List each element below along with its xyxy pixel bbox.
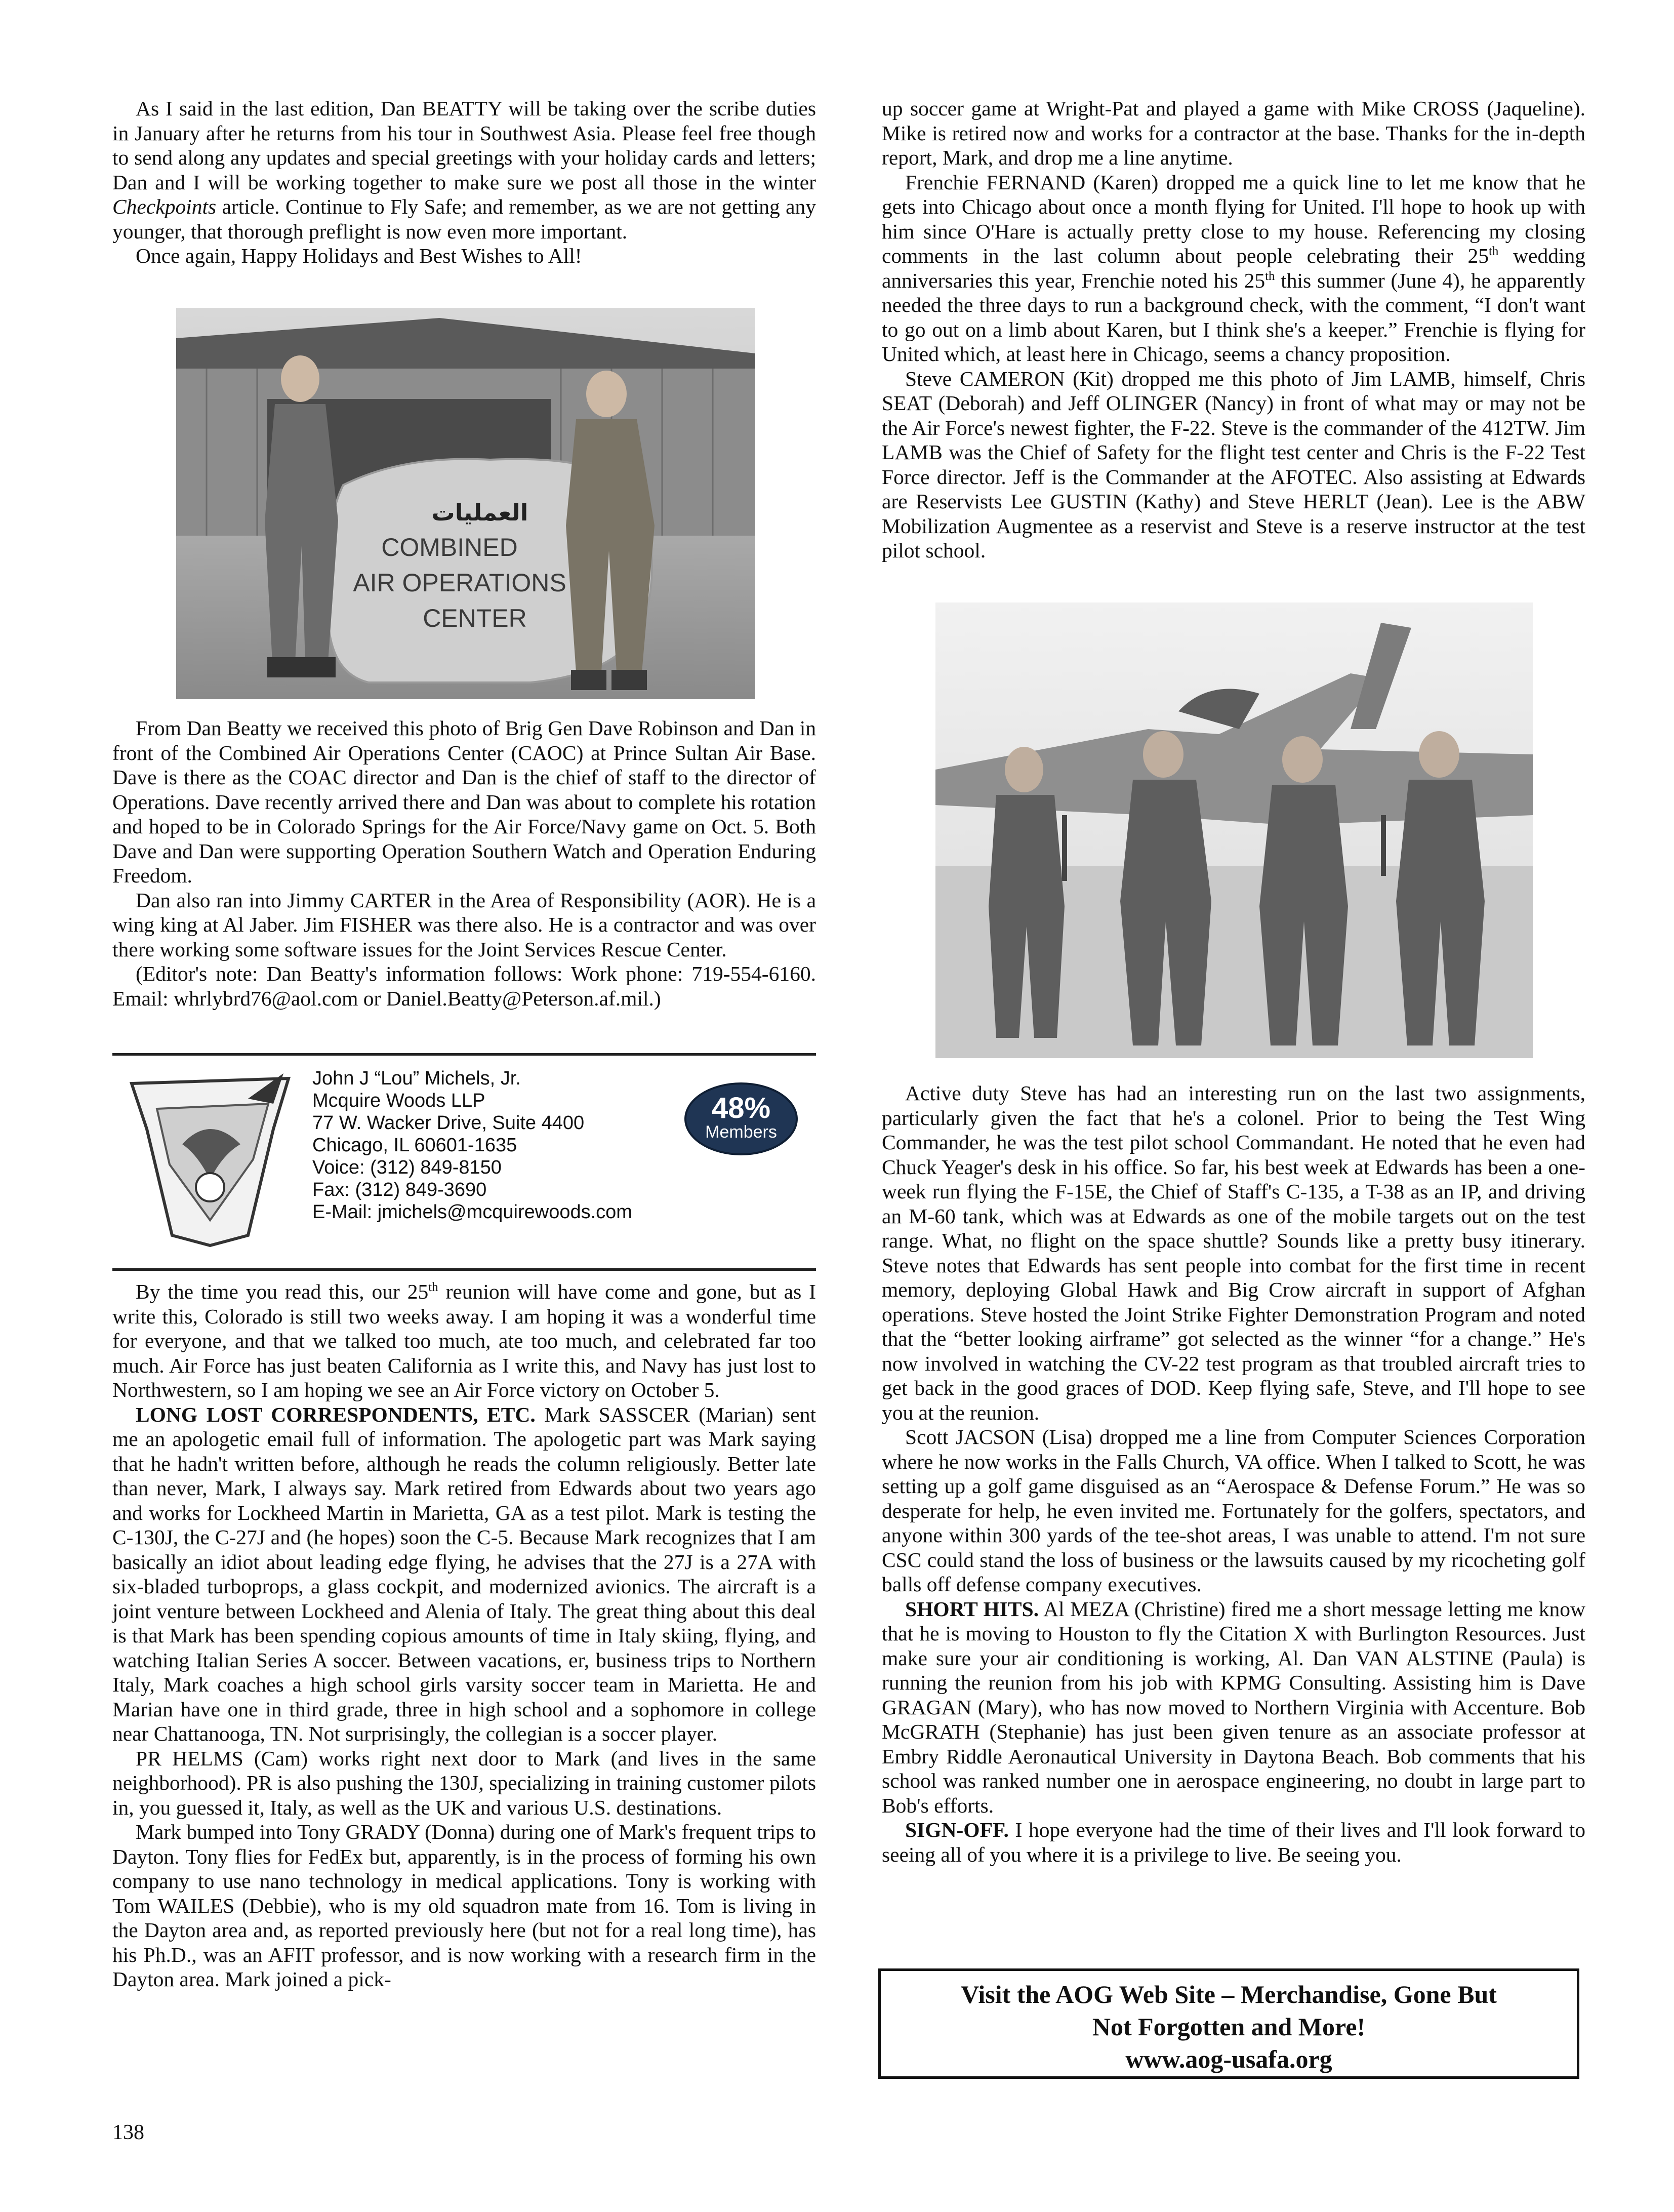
paragraph-beatty-photo: From Dan Beatty we received this photo of Brig Gen Dave Robinson and Dan in front of the Combined Air Operations Center (CAOC) at Prince Sultan Air Base. Dave is there as the COAC director and Dan is the chief of staff to the director of Operations. Dave recently arrived there and Dan was about to complete his rotation and hoped to be in Colorado Springs for the Air Force/Navy game on Oct. 5. Both Dave and Dan were supporting Operation Southern Watch and Operation Enduring Freedom.: [112, 716, 816, 887]
paragraph-sign-off: SIGN-OFF. I hope everyone had the time of their lives and I'll look forward to seeing all of you where it is a privilege to live. Be seeing you.: [882, 1818, 1585, 1866]
contact-fax: Fax: (312) 849-3690: [312, 1179, 487, 1200]
contact-name: John J “Lou” Michels, Jr.: [312, 1068, 521, 1089]
left-column-bottom: [112, 1279, 816, 1992]
f22-group-photo: [935, 602, 1533, 1058]
paragraph-cameron: Steve CAMERON (Kit) dropped me this photo of Jim LAMB, himself, Chris SEAT (Deborah) and Jeff OLINGER (Nancy) in front of what may or may not be the Air Force's newest fighter, the F-22. Steve is the commander of the 412TW. Jim LAMB was the Chief of Safety for the flight test center and Chris is the F-22 Test Force director. Jeff is the Commander at the AFOTEC. Also assisting at Edwards are Reservists Lee GUSTIN (Kathy) and Steve HERLT (Jean). Lee is the ABW Mobilization Augmentee as a reservist and Steve is a reserve instructor at the test pilot school.: [882, 367, 1585, 562]
section-heading-short-hits: SHORT HITS.: [905, 1597, 1039, 1621]
aog-box-line-2: Not Forgotten and More!: [1092, 2013, 1366, 2041]
aog-web-link[interactable]: www.aog-usafa.org: [1125, 2045, 1332, 2073]
paragraph-intro: As I said in the last edition, Dan BEATTY will be taking over the scribe duties in January after he returns from his tour in Southwest Asia. Please feel free though to send along any updates and special greetings with your holiday cards and letters; Dan and I will be working together to make sure we post all those in the winter Checkpoints article. Continue to Fly Safe; and remember, as we are not getting any younger, that thorough preflight is now even more important.: [112, 97, 816, 243]
f22-photo-illustration: [935, 602, 1533, 1058]
caoc-photo-illustration: [176, 308, 755, 699]
paragraph-fernand: Frenchie FERNAND (Karen) dropped me a quick line to let me know that he gets into Chicago about once a month flying for United. I'll hope to hook up with him since O'Hare is actually pretty close to my house. Referencing my closing comments in the last column about people celebrating their 25th wedding anniversaries this year, Frenchie noted his 25th this summer (June 4), he apparently needed the three days to run a background check, with the comment, “I don't want to go out on a limb about Karen, but I think she's a keeper.” Frenchie is flying for United which, at least here in Chicago, seems a chancy proposition.: [882, 170, 1585, 366]
class-crest-icon: [121, 1068, 299, 1251]
sign-line-2: AIR OPERATIONS: [353, 569, 566, 597]
page-number: 138: [112, 2121, 144, 2144]
paragraph-long-lost: LONG LOST CORRESPONDENTS, ETC. Mark SASSCER (Marian) sent me an apologetic email full of information. The apologetic part was Mark saying that he hadn't written before, although he reads the column religiously. Better late than never, Mark, I always say. Mark retired from Edwards about two years ago and works for Lockheed Martin in Marietta, GA as a test pilot. Mark is testing the C-130J, the C-27J and (he hopes) soon the C-5. Because Mark recognizes that I am basically an idiot about leading edge flying, he advises that the 27J is a 27A with six-bladed turboprops, a glass cockpit, and modernized avionics. The aircraft is a joint venture between Lockheed and Alenia of Italy. The great thing about this deal is that Mark has been spending copious amounts of time in Italy skiing, flying, and watching Italian Series A soccer. Between vacations, er, business trips to Northern Italy, Mark coaches a high school girls varsity soccer team in Marietta. He and Marian have one in third grade, three in high school and a sophomore in college near Chattanooga, TN. Not surprisingly, the collegian is a soccer player.: [112, 1402, 816, 1745]
paragraph-helms: PR HELMS (Cam) works right next door to Mark (and lives in the same neighborhood). PR is also pushing the 130J, specializing in training customer pilots in, you guessed it, Italy, as well as the UK and various U.S. destinations.: [112, 1746, 816, 1819]
aog-box-line-1: Visit the AOG Web Site – Merchandise, Gone But: [961, 1980, 1497, 2008]
contact-email[interactable]: E-Mail: jmichels@mcquirewoods.com: [312, 1201, 632, 1223]
sign-arabic-text: العمليات: [431, 499, 528, 526]
sign-line-1: COMBINED: [381, 533, 518, 561]
paragraph-reunion: By the time you read this, our 25th reunion will have come and gone, but as I write this, Colorado is still two weeks away. I am hoping it was a wonderful time for everyone, and that we talked too much, ate too much, and celebrated far too much. Air Force has just beaten California as I write this, and Navy has just lost to Northwestern, so I am hoping we see an Air Force victory on October 5.: [112, 1280, 816, 1401]
contact-top-rule: [112, 1053, 816, 1056]
contact-city: Chicago, IL 60601-1635: [312, 1135, 517, 1156]
membership-badge: [684, 1082, 798, 1155]
paragraph-grady: Mark bumped into Tony GRADY (Donna) during one of Mark's frequent trips to Dayton. Tony flies for FedEx but, apparently, is in the process of forming his own company to use nano technology in medical applications. Tony is working with Tom WAILES (Debbie), who is my old squadron mate from 16. Tom is living in the Dayton area and, as reported previously here (but not for a real long time), has his Ph.D., was an AFIT professor, and is now working with a research firm in the Dayton area. Mark joined a pick-: [112, 1820, 816, 1991]
contact-block: [312, 1067, 677, 1223]
left-column-mid: [112, 716, 816, 1011]
left-column-top: [112, 96, 816, 268]
paragraph-jacson: Scott JACSON (Lisa) dropped me a line from Computer Sciences Corporation where he now works in the Falls Church, VA office. When I talked to Scott, he was setting up a golf game disguised as an “Aerospace & Defense Forum.” He was so desperate for help, he even invited me. Fortunately for the golfers, spectators, and anyone within 300 yards of the tee-shot areas, I was unable to attend. I'm not sure CSC could stand the loss of business or the lawsuits caused by my ricocheting golf balls off defense company executives.: [882, 1425, 1585, 1596]
badge-percent: 48%: [711, 1092, 771, 1124]
badge-label: Members: [705, 1122, 777, 1142]
paragraph-editors-note: (Editor's note: Dan Beatty's information follows: Work phone: 719-554-6160. Email: whrlybrd76@aol.com or Daniel.Beatty@Peterson.af.mil.): [112, 962, 816, 1010]
section-heading-long-lost: LONG LOST CORRESPONDENTS, ETC.: [136, 1402, 536, 1426]
contact-firm: Mcquire Woods LLP: [312, 1090, 485, 1111]
aog-web-site-box: [878, 1968, 1579, 2079]
contact-bottom-rule: [112, 1268, 816, 1271]
contact-voice: Voice: (312) 849-8150: [312, 1157, 502, 1178]
contact-address: 77 W. Wacker Drive, Suite 4400: [312, 1112, 585, 1134]
section-heading-sign-off: SIGN-OFF.: [905, 1818, 1009, 1841]
caoc-photo: [176, 308, 755, 699]
paragraph-active-duty: Active duty Steve has had an interesting run on the last two assignments, particularly given the fact that he's a colonel. Prior to being the Test Wing Commander, he was the test pilot school Commandant. He noted that he even had Chuck Yeager's desk in his office. So far, his best week at Edwards has been a one-week run flying the F-15E, the Chief of Staff's C-135, a T-38 as an IP, and driving an M-60 tank, which was at Edwards as one of the mobile targets out on the test range. What, no flight on the space shuttle? Sounds like a pretty busy itinerary. Steve notes that Edwards has sent people into combat for the first time in recent memory, deploying Global Hawk and Big Crow aircraft in support of Afghan operations. Steve hosted the Joint Strike Fighter Demonstration Program and noted that the “better looking airframe” got selected as the winner “for a change.” He's now involved in watching the CV-22 test program as that troubled aircraft tries to get back in the good graces of DOD. Keep flying safe, Steve, and I'll hope to see you at the reunion.: [882, 1081, 1585, 1424]
paragraph-holidays: Once again, Happy Holidays and Best Wishes to All!: [136, 244, 582, 267]
right-column-top: [882, 96, 1585, 563]
paragraph-short-hits: SHORT HITS. Al MEZA (Christine) fired me a short message letting me know that he is moving to Houston to fly the Citation X with Burlington Resources. Just make sure your air conditioning is working, Al. Dan VAN ALSTINE (Paula) is running the reunion from his job with KPMG Consulting. Assisting him is Dave GRAGAN (Mary), who has now moved to Northern Virginia with Accenture. Bob McGRATH (Stephanie) has just been given tenure as an associate professor at Embry Riddle Aeronautical University in Daytona Beach. Bob comments that his school was ranked number one in aerospace engineering, no doubt in large part to Bob's efforts.: [882, 1597, 1585, 1817]
right-column-bottom: [882, 1081, 1585, 1867]
paragraph-continued: up soccer game at Wright-Pat and played a game with Mike CROSS (Jaqueline). Mike is retired now and works for a contractor at the base. Thanks for the in-depth report, Mark, and drop me a line anytime.: [882, 97, 1585, 169]
paragraph-carter: Dan also ran into Jimmy CARTER in the Area of Responsibility (AOR). He is a wing king at Al Jaber. Jim FISHER was there also. He is a contractor and was over there working some software issues for the Joint Services Rescue Center.: [112, 888, 816, 961]
sign-line-3: CENTER: [423, 604, 527, 632]
